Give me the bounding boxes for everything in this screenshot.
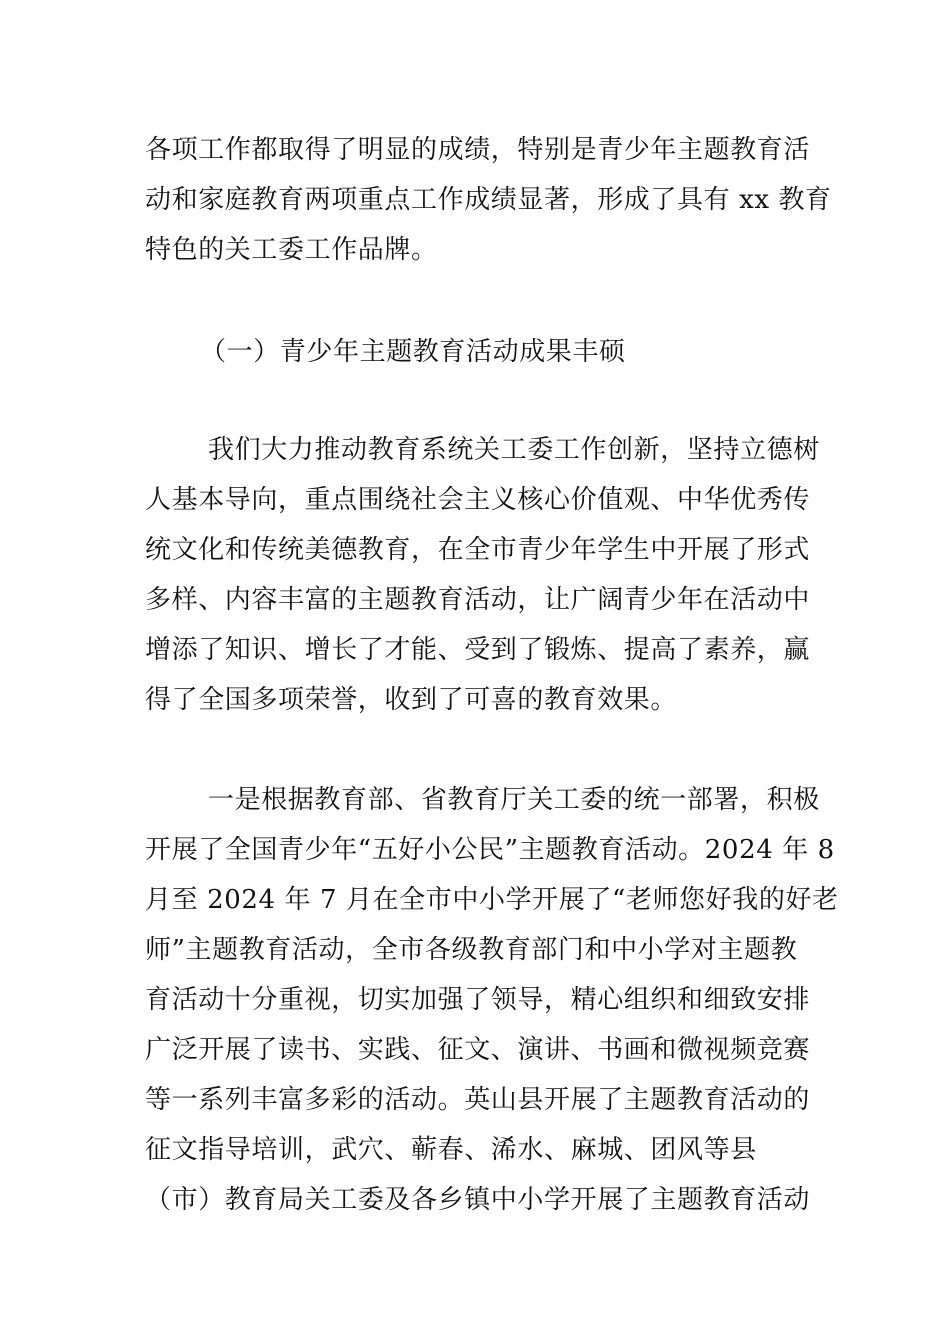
paragraph-three-line: 师”主题教育活动，全市各级教育部门和中小学对主题教 xyxy=(145,935,798,965)
paragraph-three-line: 育活动十分重视，切实加强了领导，精心组织和细致安排 xyxy=(145,985,811,1015)
paragraph-three-line: 广泛开展了读书、实践、征文、演讲、书画和微视频竞赛 xyxy=(145,1035,811,1065)
paragraph-intro-line: 各项工作都取得了明显的成绩，特别是青少年主题教育活 xyxy=(145,135,811,165)
paragraph-two-line: 得了全国多项荣誉，收到了可喜的教育效果。 xyxy=(145,685,678,715)
paragraph-three-line: 开展了全国青少年“五好小公民”主题教育活动。2024 年 8 xyxy=(145,835,835,865)
paragraph-three-line: （市）教育局关工委及各乡镇中小学开展了主题教育活动 xyxy=(145,1185,811,1215)
paragraph-two-line: 多样、内容丰富的主题教育活动，让广阔青少年在活动中 xyxy=(145,585,811,615)
paragraph-three-line: 等一系列丰富多彩的活动。英山县开展了主题教育活动的 xyxy=(145,1085,811,1115)
paragraph-two-line: 人基本导向，重点围绕社会主义核心价值观、中华优秀传 xyxy=(145,485,811,515)
paragraph-three-line: 月至 2024 年 7 月在全市中小学开展了“老师您好我的好老 xyxy=(145,885,839,915)
section-heading: （一）青少年主题教育活动成果丰硕 xyxy=(200,337,626,367)
paragraph-three-line: 一是根据教育部、省教育厅关工委的统一部署，积极 xyxy=(208,785,820,815)
paragraph-two-line: 我们大力推动教育系统关工委工作创新，坚持立德树 xyxy=(208,435,820,465)
paragraph-intro-line: 特色的关工委工作品牌。 xyxy=(145,235,438,265)
paragraph-two-line: 增添了知识、增长了才能、受到了锻炼、提高了素养，赢 xyxy=(145,635,811,665)
paragraph-intro-line: 动和家庭教育两项重点工作成绩显著，形成了具有 xx 教育 xyxy=(145,185,832,215)
paragraph-three-line: 征文指导培训，武穴、蕲春、浠水、麻城、团风等县 xyxy=(145,1135,757,1165)
paragraph-two-line: 统文化和传统美德教育，在全市青少年学生中开展了形式 xyxy=(145,535,811,565)
